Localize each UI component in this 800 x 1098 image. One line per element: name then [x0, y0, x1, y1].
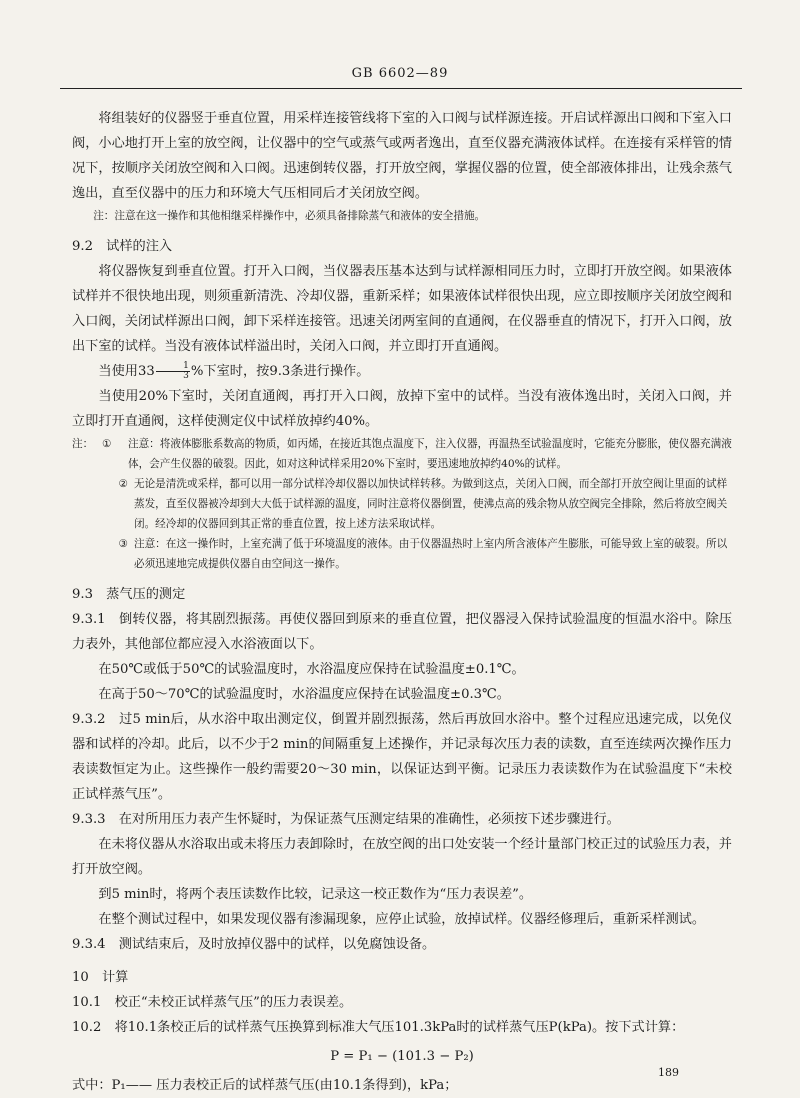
note-2-3-text: 注意：在这一操作时，上室充满了低于环境温度的液体。由于仪器温热时上室内所含液体产生膨胀，可能导致上室的破裂。所以必须迅速地完成提供仪器自由空间这一操作。	[134, 538, 728, 570]
fraction-denominator: 3	[183, 371, 189, 381]
paragraph-gauge-error: 到5 min时，将两个表压读数作比较，记录这一校正数作为“压力表误差”。	[98, 887, 533, 902]
section-10-2-text: 将10.1条校正后的试样蒸气压换算到标准大气压101.3kPa时的试样蒸气压P(kPa)。按下式计算：	[114, 1020, 685, 1035]
section-9-3-1-text: 倒转仪器，将其剧烈振荡。再使仪器回到原来的垂直位置，把仪器浸入保持试验温度的恒温水浴中。除压力表外，其他部位都应浸入水浴液面以下。	[72, 612, 733, 652]
page-number: 189	[658, 1066, 679, 1079]
section-9-3-title: 9.3 蒸气压的测定	[72, 587, 186, 602]
section-9-3-1-number: 9.3.1	[72, 612, 106, 627]
section-9-3-2	[72, 707, 732, 807]
section-9-2-title: 9.2 试样的注入	[72, 239, 173, 254]
section-9-3-3	[72, 807, 732, 832]
section-9-3-2-text: 过5 min后，从水浴中取出测定仪，倒置并剧烈振荡，然后再放回水浴中。整个过程应迅速完成，以免仪器和试样的冷却。此后，以不少于2 min的间隔重复上述操作，并记录每次压力表的读数，直至连续两次操作压力表读数恒定为止。这些操作一般约需要20～30 min，以保证达到平衡。记录压力表读数作为在试验温度下“未校正试样蒸气压”。	[72, 712, 733, 802]
note-2-item-1	[72, 434, 732, 474]
paragraph-20-percent: 当使用20%下室时，关闭直通阀，再打开入口阀，放掉下室中的试样。当没有液体逸出时，关闭入口阀，并立即打开直通阀，这样使测定仪中试样放掉约40%。	[72, 389, 732, 429]
note-2-item-3	[72, 534, 732, 574]
paragraph-leak: 在整个测试过程中，如果发现仪器有渗漏现象，应停止试验，放掉试样。仪器经修理后，重新采样测试。	[98, 912, 706, 927]
section-10-2-number: 10.2	[72, 1020, 102, 1035]
note-2-1-text: 注意：将液体膨胀系数高的物质，如丙烯，在接近其饱点温度下，注入仪器，再温热至试验温度时，它能充分膨胀，使仪器充满液体，会产生仪器的破裂。因此，如对这种试样采用20%下室时，要迅速地放掉约40%的试样。	[128, 438, 732, 470]
para3-after: %下室时，按9.3条进行操作。	[190, 364, 370, 379]
note-2-label: 注：	[72, 438, 94, 450]
paragraph-assembly: 将组装好的仪器竖于垂直位置，用采样连接管线将下室的入口阀与试样源连接。开启试样源出口阀和下室入口阀，小心地打开上室的放空阀，让仪器中的空气或蒸气或两者逸出，直至仪器充满液体试样。在连接有采样管的情况下，按顺序关闭放空阀和入口阀。迅速倒转仪器，打开放空阀，掌握仪器的位置，使全部液体排出，让残余蒸气逸出，直至仪器中的压力和环境大气压相同后才关闭放空阀。	[72, 111, 732, 201]
section-10-2	[72, 1015, 732, 1040]
fraction-one-third	[156, 362, 190, 381]
note-2-1-number: ①	[102, 438, 112, 450]
note-2-2-number: ②	[118, 478, 128, 490]
paragraph-test-gauge: 在未将仪器从水浴取出或未将压力表卸除时，在放空阀的出口处安装一个经计量部门校正过的试验压力表，并打开放空阀。	[72, 837, 732, 877]
note-safety: 注：注意在这一操作和其他相继采样操作中，必须具备排除蒸气和液体的安全措施。	[93, 210, 486, 222]
section-10-1-text: 校正“未校正试样蒸气压”的压力表误差。	[114, 995, 353, 1010]
paragraph-temp-below-50: 在50℃或低于50℃的试验温度时，水浴温度应保持在试验温度±0.1℃。	[98, 662, 525, 677]
note-2-2-text: 无论是清洗或采样，都可以用一部分试样冷却仪器以加快试样转移。为做到这点，关闭入口阀，而全部打开放空阀让里面的试样蒸发，直至仪器被冷却到大大低于试样源的温度，同时注意将仪器倒置，使沸点高的残余物从放空阀完全排除，然后将放空阀关闭。经冷却的仪器回到其正常的垂直位置，按上述方法采取试样。	[134, 478, 728, 530]
fraction-numerator: 1	[156, 362, 190, 372]
section-10-1-number: 10.1	[72, 995, 102, 1010]
paragraph-injection: 将仪器恢复到垂直位置。打开入口阀，当仪器表压基本达到与试样源相同压力时，立即打开放空阀。如果液体试样并不很快地出现，则须重新清洗、冷却仪器，重新采样；如果液体试样很快出现，应立即按顺序关闭放空阀和入口阀，关闭试样源出口阀，卸下采样连接管。迅速关闭两室间的直通阀，在仪器垂直的情况下，打开入口阀，放出下室的试样。当没有液体试样溢出时，关闭入口阀，并立即打开直通阀。	[72, 264, 732, 354]
section-9-3-4	[72, 932, 732, 957]
note-2-3-number: ③	[118, 538, 128, 550]
paragraph-33-percent	[72, 359, 732, 384]
note-2-item-2	[72, 474, 732, 534]
header-rule	[60, 88, 742, 89]
section-9-3-2-number: 9.3.2	[72, 712, 106, 727]
standard-code-header: GB 6602—89	[351, 66, 449, 81]
section-9-3-3-text: 在对所用压力表产生怀疑时，为保证蒸气压测定结果的准确性，必须按下述步骤进行。	[118, 812, 620, 827]
para3-before: 当使用33	[98, 364, 155, 379]
formula-vapor-pressure: P = P₁ − (101.3 − P₂)	[330, 1049, 474, 1064]
section-9-3-1	[72, 607, 732, 657]
paragraph-temp-50-70: 在高于50～70℃的试验温度时，水浴温度应保持在试验温度±0.3℃。	[98, 687, 510, 702]
section-10-1	[72, 990, 732, 1015]
formula-where-clause: 式中：P₁—— 压力表校正后的试样蒸气压(由10.1条得到)，kPa；	[72, 1078, 458, 1093]
section-10-title: 10 计算	[72, 970, 129, 985]
section-9-3-3-number: 9.3.3	[72, 812, 106, 827]
document-body	[72, 106, 732, 1098]
section-9-3-4-text: 测试结束后，及时放掉仪器中的试样，以免腐蚀设备。	[118, 937, 436, 952]
section-9-3-4-number: 9.3.4	[72, 937, 106, 952]
